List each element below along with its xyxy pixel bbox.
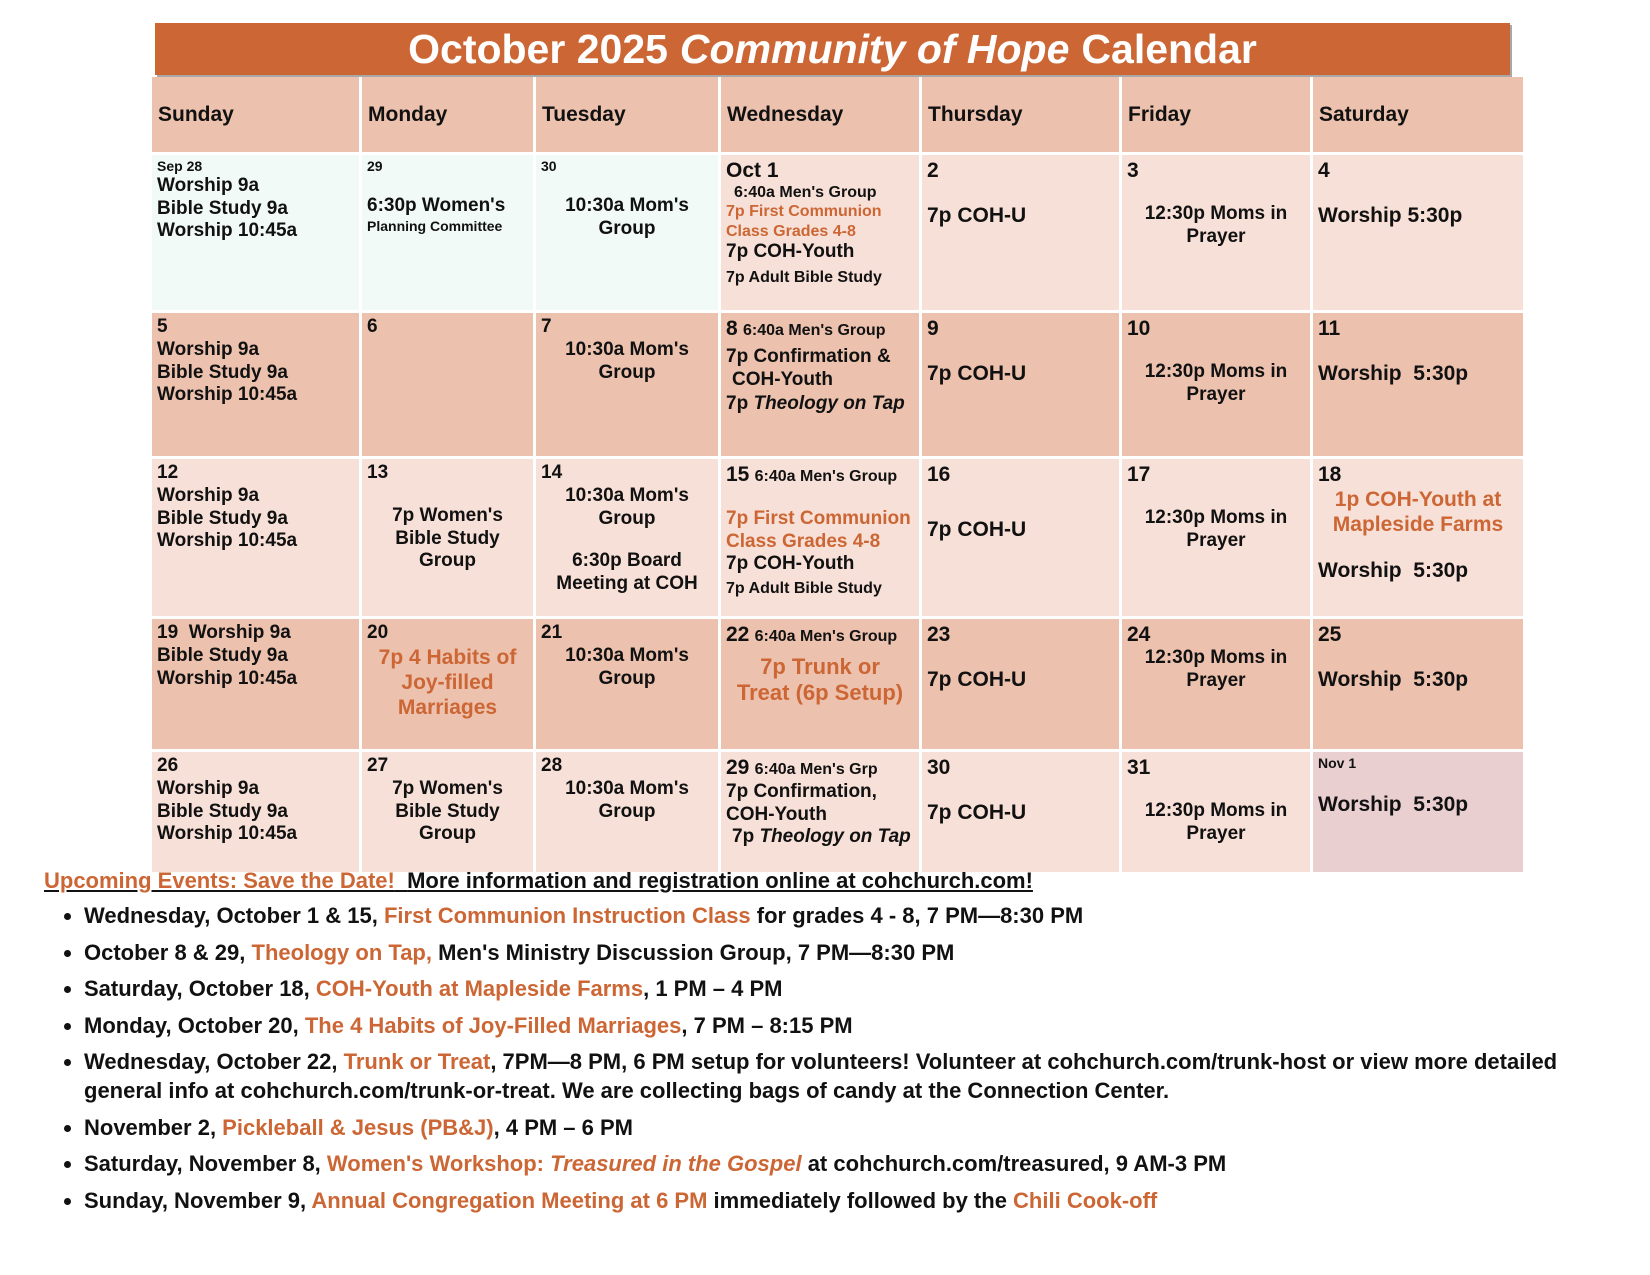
event: Worship 10:45a — [157, 667, 298, 689]
event: Worship 10:45a — [157, 384, 298, 406]
event: Group — [598, 361, 656, 383]
title-calendar: Calendar — [1081, 25, 1257, 72]
day-date: 22 — [726, 623, 750, 646]
event: 6:30p Board — [572, 550, 682, 572]
event: Class Grades 4-8 — [726, 530, 881, 552]
event: 7p First Communion — [726, 507, 911, 529]
day-date: Sep 28 — [157, 158, 203, 174]
event: Bible Study 9a — [157, 644, 288, 666]
day-cell-oct-10 — [1122, 313, 1310, 456]
day-header-sunday: Sunday — [152, 77, 359, 152]
day-cell-oct-12 — [152, 459, 359, 616]
event: 10:30a Mom's — [565, 777, 689, 799]
event: Worship 5:30p — [1318, 668, 1469, 692]
day-cell-oct-2 — [922, 155, 1119, 310]
day-cell-oct-27 — [362, 752, 533, 872]
day-cell-oct-15 — [721, 459, 919, 616]
event: Prayer — [1186, 225, 1246, 247]
event: 12:30p Moms in — [1144, 800, 1288, 822]
day-date: 7 — [541, 316, 552, 337]
day-date: 4 — [1318, 159, 1330, 182]
day-cell-oct-22 — [721, 619, 919, 749]
event: Group — [419, 550, 476, 572]
day-cell-oct-1 — [721, 155, 919, 310]
event: 12:30p Moms in — [1144, 361, 1288, 383]
day-cell-oct-7 — [536, 313, 718, 456]
event: 12:30p Moms in — [1144, 203, 1288, 225]
event: 7p Adult Bible Study — [726, 580, 882, 598]
event: 1p COH-Youth at — [1334, 488, 1502, 512]
day-cell-oct-11 — [1313, 313, 1523, 456]
day-cell-oct-25 — [1313, 619, 1523, 749]
event: 7p Women's — [392, 777, 503, 799]
day-cell-oct-19 — [152, 619, 359, 749]
calendar-title — [155, 23, 1510, 75]
event: 7p Adult Bible Study — [726, 268, 882, 286]
event: Prayer — [1186, 383, 1246, 405]
event: 7p Women's — [392, 504, 503, 526]
event: Bible Study 9a — [157, 507, 288, 529]
day-date: 11 — [1318, 317, 1341, 340]
day-date: 30 — [927, 756, 951, 779]
day-date: 30 — [541, 158, 557, 174]
day-cell-sep-29 — [362, 155, 533, 310]
title-month: October 2025 — [408, 25, 668, 72]
event: Bible Study 9a — [157, 361, 288, 383]
event: 7p Theology on Tap — [732, 826, 911, 848]
day-date: 19 — [157, 622, 179, 643]
event: 7p COH-Youth — [726, 553, 855, 575]
day-date: 9 — [927, 317, 939, 340]
event: Marriages — [397, 696, 498, 720]
event: 10:30a Mom's — [565, 484, 689, 506]
event: Worship 5:30p — [1318, 792, 1469, 816]
event: 12:30p Moms in — [1144, 507, 1288, 529]
day-date: Oct 1 — [726, 159, 779, 182]
event: Prayer — [1186, 822, 1246, 844]
day-date: 3 — [1127, 159, 1139, 182]
event: 7p 4 Habits of — [378, 645, 517, 669]
day-cell-oct-23 — [922, 619, 1119, 749]
event: Bible Study — [395, 800, 500, 822]
event: Worship 9a — [188, 622, 291, 643]
day-cell-oct-21 — [536, 619, 718, 749]
upcoming-events — [44, 868, 1604, 1223]
event: 6:40a Men's Grp — [754, 761, 878, 778]
day-cell-oct-18 — [1313, 459, 1523, 616]
event: Bible Study 9a — [157, 197, 288, 219]
day-date: 13 — [367, 462, 389, 483]
day-date: 23 — [927, 623, 951, 646]
day-cell-oct-5 — [152, 313, 359, 456]
event: 7p COH-U — [927, 668, 1027, 692]
event: 7p COH-U — [927, 204, 1027, 228]
event: 7p Trunk or — [760, 653, 880, 679]
day-cell-oct-13 — [362, 459, 533, 616]
day-date: 28 — [541, 755, 563, 776]
event-item: • November 2, Pickleball & Jesus (PB&J), 4 PM – 6 PM — [84, 1114, 1604, 1143]
event: 7p Theology on Tap — [726, 393, 905, 415]
event: 7p COH-U — [927, 801, 1027, 825]
day-cell-oct-3 — [1122, 155, 1310, 310]
event-item: • Saturday, October 18, COH-Youth at Mapleside Farms, 1 PM – 4 PM — [84, 975, 1604, 1004]
event: Worship 9a — [157, 174, 260, 196]
event: Worship 10:45a — [157, 823, 298, 845]
event: COH-Youth — [726, 803, 827, 825]
day-cell-oct-26 — [152, 752, 359, 872]
events-list — [44, 902, 1604, 1215]
event: Worship 9a — [157, 338, 260, 360]
day-date: 21 — [541, 622, 563, 643]
day-cell-oct-30 — [922, 752, 1119, 872]
event-item: • October 8 & 29, Theology on Tap, Men's Ministry Discussion Group, 7 PM—8:30 PM — [84, 939, 1604, 968]
event: Prayer — [1186, 669, 1246, 691]
event: 6:30p Women's — [367, 194, 506, 216]
day-cell-sep-30 — [536, 155, 718, 310]
day-date: 18 — [1318, 463, 1342, 486]
day-cell-oct-20 — [362, 619, 533, 749]
event: 7p COH-U — [927, 518, 1027, 542]
day-date: 31 — [1127, 756, 1151, 779]
event: Worship 5:30p — [1318, 558, 1469, 582]
event: 12:30p Moms in — [1144, 647, 1288, 669]
title-church: Community of Hope — [679, 25, 1070, 72]
event: Joy-filled — [401, 670, 494, 694]
day-date: 16 — [927, 463, 951, 486]
calendar-grid — [152, 77, 1510, 857]
day-date: 20 — [367, 622, 389, 643]
event: Worship 10:45a — [157, 530, 298, 552]
day-date: 29 — [726, 756, 750, 779]
event-item: • Monday, October 20, The 4 Habits of Joy-Filled Marriages, 7 PM – 8:15 PM — [84, 1012, 1604, 1041]
event: Group — [598, 507, 656, 529]
event: Treat (6p Setup) — [736, 680, 904, 706]
event: Worship 5:30p — [1318, 204, 1463, 228]
day-header-wednesday: Wednesday — [721, 77, 919, 152]
event: Planning Committee — [367, 217, 503, 234]
day-header-tuesday: Tuesday — [536, 77, 718, 152]
event: Worship 5:30p — [1318, 362, 1469, 386]
day-date: 29 — [367, 158, 383, 174]
day-cell-nov-1 — [1313, 752, 1523, 872]
day-cell-oct-16 — [922, 459, 1119, 616]
event: 7p Confirmation & — [726, 345, 891, 367]
day-cell-oct-8 — [721, 313, 919, 456]
event: Prayer — [1186, 529, 1246, 551]
day-date: 15 — [726, 463, 750, 486]
day-date: 17 — [1127, 463, 1151, 486]
event: 10:30a Mom's — [565, 644, 689, 666]
day-date: 10 — [1127, 317, 1151, 340]
upcoming-heading: Upcoming Events: Save the Date! More information and registration online at cohchurch.com! — [44, 868, 1033, 893]
day-header-monday: Monday — [362, 77, 533, 152]
day-date: Nov 1 — [1318, 755, 1357, 771]
event: 7p Confirmation, — [726, 780, 877, 802]
event: Group — [598, 217, 656, 239]
event: Group — [419, 823, 476, 845]
event: Bible Study — [395, 527, 500, 549]
day-cell-sep-28 — [152, 155, 359, 310]
day-header-thursday: Thursday — [922, 77, 1119, 152]
event: 7p First Communion — [726, 203, 882, 221]
event: 6:40a Men's Group — [754, 468, 898, 485]
day-cell-oct-9 — [922, 313, 1119, 456]
day-date: 25 — [1318, 623, 1342, 646]
upcoming-info: More information and registration online at cohchurch.com! — [407, 868, 1033, 893]
event-item: • Sunday, November 9, Annual Congregation Meeting at 6 PM immediately followed by the Chili Cook-off — [84, 1187, 1604, 1216]
event: 6:40a Men's Group — [754, 628, 898, 645]
event: Worship 9a — [157, 484, 260, 506]
day-cell-oct-24 — [1122, 619, 1310, 749]
day-cell-oct-6 — [362, 313, 533, 456]
event: COH-Youth — [732, 368, 833, 390]
day-cell-oct-17 — [1122, 459, 1310, 616]
day-cell-oct-4 — [1313, 155, 1523, 310]
event: Worship 9a — [157, 777, 260, 799]
event: 10:30a Mom's — [565, 194, 689, 216]
day-cell-oct-29 — [721, 752, 919, 872]
day-date: 27 — [367, 755, 389, 776]
event: Group — [598, 800, 656, 822]
day-cell-oct-14 — [536, 459, 718, 616]
event-item: • Wednesday, October 22, Trunk or Treat, 7PM—8 PM, 6 PM setup for volunteers! Volunteer at cohchurch.com/trunk-host or view more detailed general info at cohchurch.com/trunk-or-treat. We are collecting bags of candy at the Connection Center. — [84, 1048, 1604, 1105]
day-date: 2 — [927, 159, 939, 182]
event: 7p COH-Youth — [726, 240, 855, 262]
day-date: 8 — [726, 317, 738, 340]
event: Mapleside Farms — [1332, 513, 1504, 537]
event: Worship 10:45a — [157, 220, 298, 242]
event: Meeting at COH — [556, 573, 698, 595]
event: 6:40a Men's Group — [742, 322, 886, 339]
day-date: 5 — [157, 316, 168, 337]
day-date: 26 — [157, 755, 179, 776]
day-date: 12 — [157, 462, 179, 483]
day-header-friday: Friday — [1122, 77, 1310, 152]
day-date: 14 — [541, 462, 563, 483]
event: Group — [598, 667, 656, 689]
day-cell-oct-28 — [536, 752, 718, 872]
event-item: • Saturday, November 8, Women's Workshop: Treasured in the Gospel at cohchurch.com/treasured, 9 AM-3 PM — [84, 1150, 1604, 1179]
event: 7p COH-U — [927, 362, 1027, 386]
event: Class Grades 4-8 — [726, 222, 856, 240]
day-header-saturday: Saturday — [1313, 77, 1523, 152]
event-item: • Wednesday, October 1 & 15, First Communion Instruction Class for grades 4 - 8, 7 PM—8:30 PM — [84, 902, 1604, 931]
day-cell-oct-31 — [1122, 752, 1310, 872]
event: Bible Study 9a — [157, 800, 288, 822]
event: 10:30a Mom's — [565, 338, 689, 360]
day-date: 24 — [1127, 623, 1151, 646]
day-date: 6 — [367, 316, 378, 337]
event: 6:40a Men's Group — [734, 184, 877, 202]
